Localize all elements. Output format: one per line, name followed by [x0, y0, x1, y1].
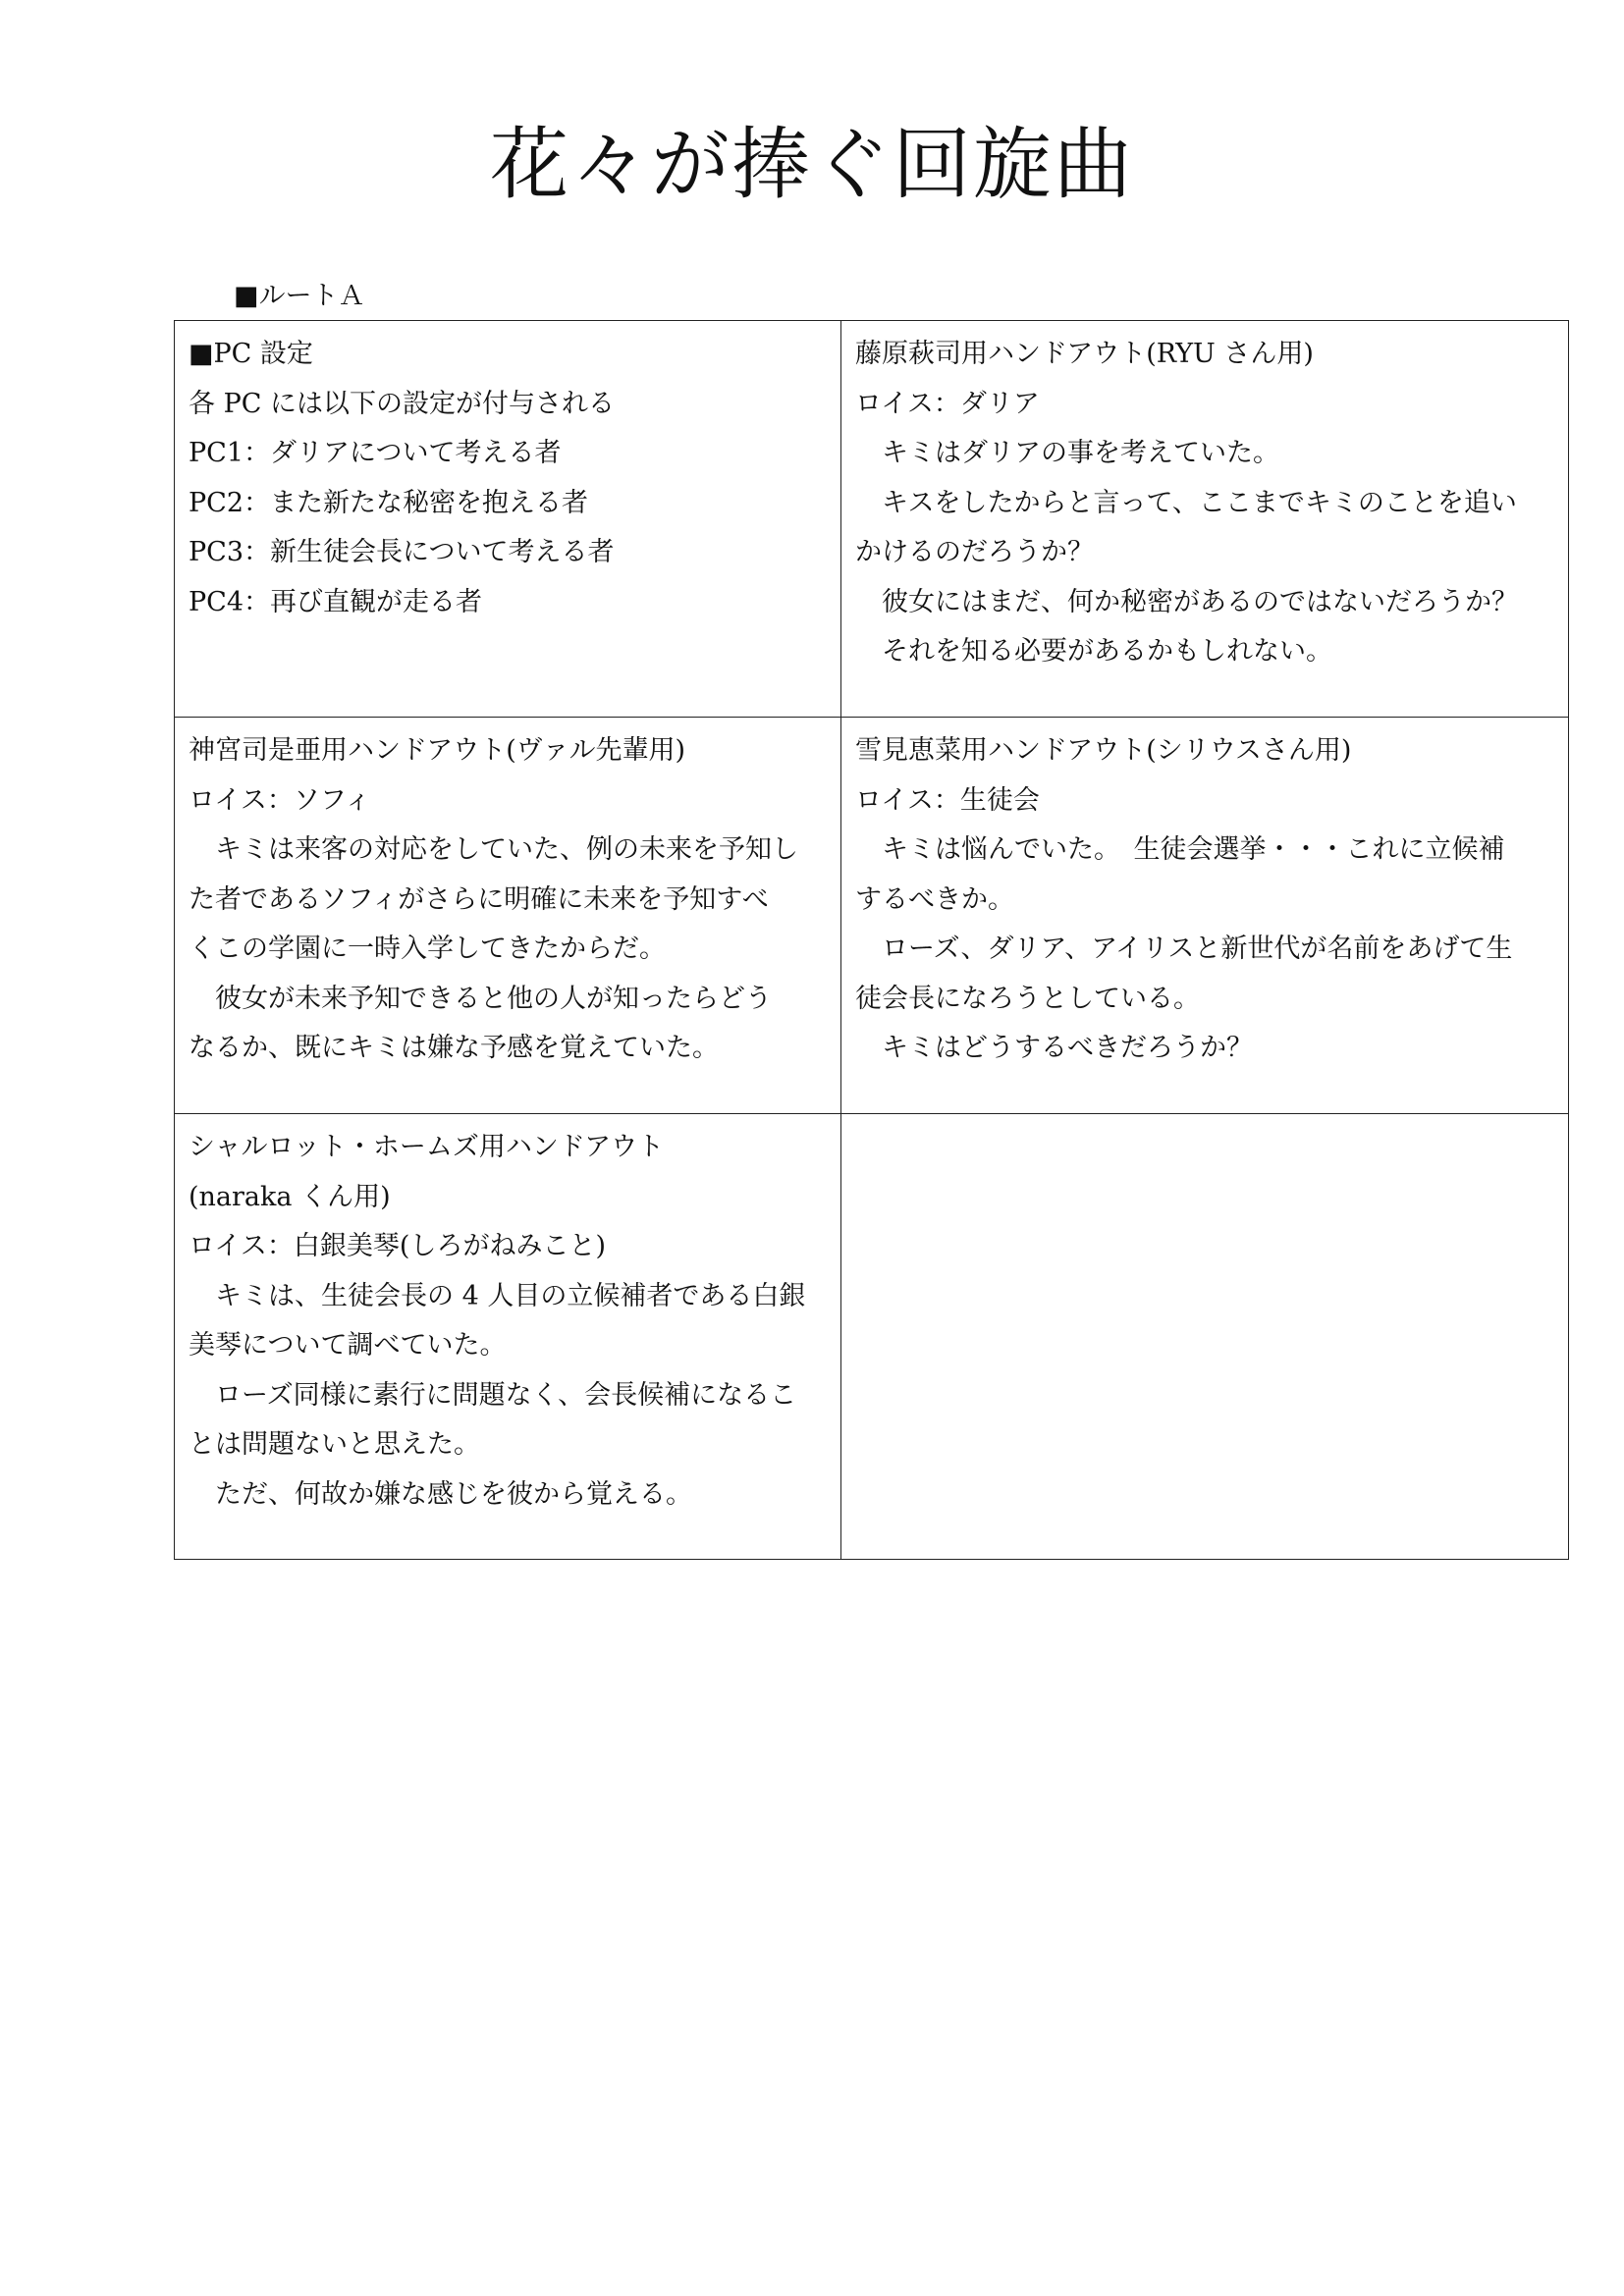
- handout-lois: ロイス：ダリア: [855, 388, 1040, 419]
- pc3-setting: PC3：新生徒会長について考える者: [189, 537, 615, 567]
- handout-text-line: するべきか。: [855, 883, 1014, 915]
- handout-text-line: キミは来客の対応をしていた、例の未来を予知し: [189, 834, 798, 865]
- table-row: [175, 321, 1569, 718]
- handout-text-line: とは問題ないと思えた。: [189, 1429, 480, 1460]
- handout-text-line: ローズ同様に素行に問題なく、会長候補になるこ: [189, 1379, 797, 1411]
- handout-text-line: 彼女が未来予知できると他の人が知ったらどう: [189, 983, 772, 1014]
- handout-text-line: ローズ、ダリア、アイリスと新世代が名前をあげて生: [855, 934, 1513, 964]
- handout-heading: 神宮司是亜用ハンドアウト(ヴァル先輩用): [189, 735, 685, 766]
- handout-text-line: キミは、生徒会長の 4 人目の立候補者である白銀: [189, 1280, 806, 1311]
- handout-lois: ロイス：白銀美琴(しろがねみこと): [189, 1231, 606, 1261]
- jinguuji-handout-cell: [175, 718, 841, 1114]
- pc4-setting: PC4：再び直観が走る者: [189, 586, 483, 617]
- handout-lois: ロイス：ソフィ: [189, 784, 371, 816]
- handout-text-line: 美琴について調べていた。: [189, 1330, 507, 1361]
- empty-cell: [841, 1114, 1569, 1560]
- handout-lois: ロイス：生徒会: [855, 784, 1040, 816]
- pc-settings-heading: ■PC 設定: [189, 339, 313, 369]
- handout-text-line: 彼女にはまだ、何か秘密があるのではないだろうか？: [855, 586, 1518, 617]
- handout-heading: 藤原萩司用ハンドアウト(RYU さん用): [855, 339, 1314, 369]
- handout-heading: 雪見恵菜用ハンドアウト(シリウスさん用): [855, 735, 1352, 766]
- table-row: [175, 1114, 1569, 1560]
- pc-settings-intro: 各 PC には以下の設定が付与される: [189, 388, 615, 419]
- handout-text-line: キスをしたからと言って、ここまでキミのことを追い: [855, 487, 1517, 518]
- pc-settings-cell: [175, 321, 841, 718]
- handout-text-line: た者であるソフィがさらに明確に未来を予知すべ: [189, 883, 769, 915]
- handout-text-line: それを知る必要があるかもしれない。: [855, 636, 1332, 667]
- handout-text-line: くこの学園に一時入学してきたからだ。: [189, 934, 666, 964]
- handout-heading-player: (naraka くん用): [189, 1181, 391, 1212]
- yukimi-handout-cell: [841, 718, 1569, 1114]
- page-title: 花々が捧ぐ回旋曲: [490, 119, 1134, 210]
- fujiwara-handout-cell: [841, 321, 1569, 718]
- handout-table: [174, 320, 1569, 1560]
- table-row: [175, 718, 1569, 1114]
- handout-text-line: 徒会長になろうとしている。: [855, 983, 1200, 1014]
- route-label: ■ルートＡ: [234, 281, 365, 311]
- handout-text-line: キミは悩んでいた。 生徒会選挙・・・これに立候補: [855, 834, 1505, 865]
- charlotte-handout-cell: [175, 1114, 841, 1560]
- handout-text-line: かけるのだろうか？: [855, 537, 1094, 567]
- handout-heading: シャルロット・ホームズ用ハンドアウト: [189, 1132, 665, 1162]
- handout-text-line: ただ、何故か嫌な感じを彼から覚える。: [189, 1478, 692, 1510]
- pc2-setting: PC2：また新たな秘密を抱える者: [189, 487, 589, 518]
- handout-text-line: キミはどうするべきだろうか？: [855, 1033, 1253, 1063]
- handout-text-line: なるか、既にキミは嫌な予感を覚えていた。: [189, 1033, 719, 1063]
- handout-text-line: キミはダリアの事を考えていた。: [855, 438, 1279, 468]
- pc1-setting: PC1：ダリアについて考える者: [189, 438, 562, 468]
